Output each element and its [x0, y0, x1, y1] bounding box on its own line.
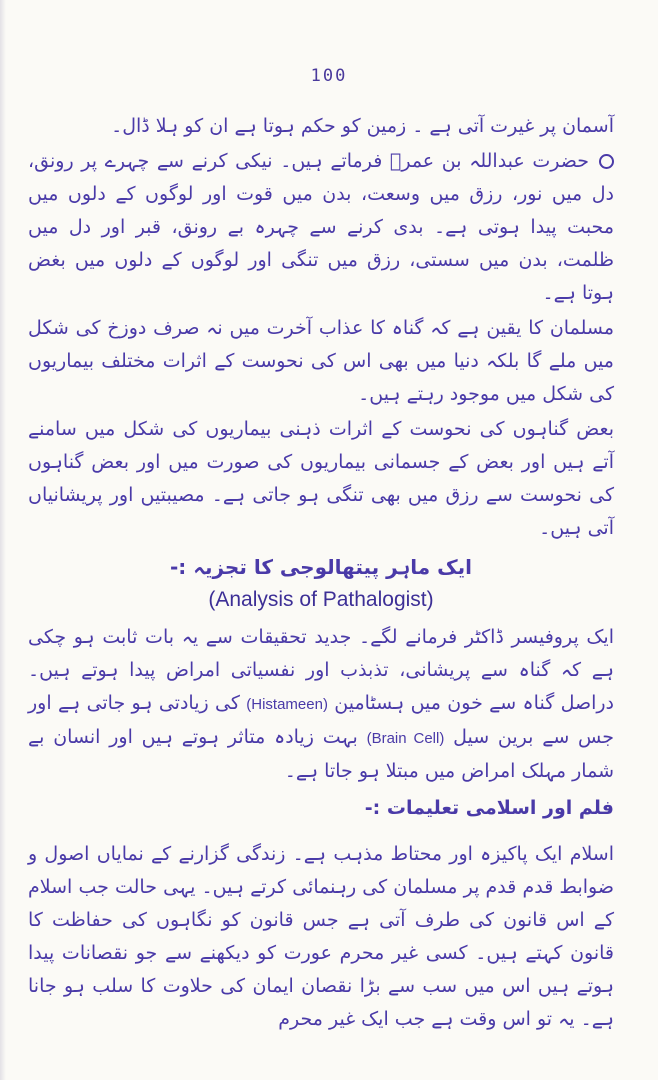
paragraph-islam-pure-religion: اسلام ایک پاکیزہ اور محتاط مذہب ہے۔ زندگی گزارنے کے نمایاں اصول و ضوابط قدم قدم پر مسلمان کی رہنمائی کرتے ہیں۔ یہی حالت جب اسلام کے اس قانون کی طرف آتی ہے جس قانون کو نگاہوں کی حفاظت کا قانون کہتے ہیں۔ کسی غیر محرم عورت کو دیکھنے سے جو نقصانات پیدا ہوتے ہیں اس میں سب سے بڑا نقصان ایمان کی حلاوت کا سلب ہو جانا ہے۔ یہ تو اس وقت ہے جب ایک غیر محرم [28, 843, 614, 1030]
section-heading-pathologist-urdu: ایک ماہر پیتھالوجی کا تجزیہ :- [170, 555, 472, 579]
circle-bullet-icon [599, 154, 614, 169]
section-heading-pathologist-english: (Analysis of Pathalogist) [208, 588, 434, 611]
paragraph-muslim-belief: مسلمان کا یقین ہے کہ گناہ کا عذاب آخرت میں نہ صرف دوزخ کی شکل میں ملے گا بلکہ دنیا میں بھی اس کی نحوست کے اثرات مختلف بیماریوں کی شکل میں موجود رہتے ہیں۔ [28, 317, 615, 405]
page-number: 100 [310, 66, 348, 86]
page-edge-shadow [0, 0, 6, 1080]
term-brain-cell: (Brain Cell) [366, 730, 445, 747]
page-body [28, 110, 614, 1036]
paragraph-sin-effects: بعض گناہوں کی نحوست کے اثرات ذہنی بیماریوں کی شکل میں سامنے آتے ہیں اور بعض کے جسمانی بیماریوں کی صورت میں اور بعض گناہوں کی نحوست سے رزق میں بھی تنگی ہو جاتی ہے۔ مصیبتیں اور پریشانیاں آتی ہیں۔ [28, 418, 614, 539]
paragraph-professor-text-b: کی زیادتی ہو جاتی ہے اور جس سے برین سیل [28, 692, 615, 748]
paragraph-professor [28, 621, 614, 788]
paragraph-professor-text-a: ایک پروفیسر ڈاکٹر فرمانے لگے۔ جدید تحقیقات سے یہ بات ثابت ہو چکی ہے کہ گناہ سے پریشانی، تذبذب اور نفسیاتی امراض پیدا ہوتے ہیں۔ دراصل گناہ سے خون میں ہسٹامین [28, 626, 615, 714]
paragraph-ibn-umar [28, 145, 614, 310]
section-heading-film-islamic-teachings: فلم اور اسلامی تعلیمات :- [364, 797, 614, 819]
paragraph-ibn-umar-text: حضرت عبداللہ بن عمرؓ فرماتے ہیں۔ نیکی کرنے سے چہرے پر رونق، دل میں نور، رزق میں وسعت، بدن میں قوت اور لوگوں کے دلوں میں محبت پیدا ہوتی ہے۔ بدی کرنے سے چہرہ بے رونق، قبر اور دل میں ظلمت، بدن میں سستی، رزق میں تنگی اور لوگوں کے دلوں میں بغض ہوتا ہے۔ [28, 150, 614, 304]
term-histameen: (Histameen) [246, 696, 328, 713]
paragraph-professor-text-c: بہت زیادہ متاثر ہوتے ہیں اور انسان بے شمار مہلک امراض میں مبتلا ہو جاتا ہے۔ [28, 726, 614, 782]
paragraph-heaven-jealousy: آسمان پر غیرت آتی ہے ۔ زمین کو حکم ہوتا ہے ان کو ہلا ڈال۔ [111, 115, 614, 137]
